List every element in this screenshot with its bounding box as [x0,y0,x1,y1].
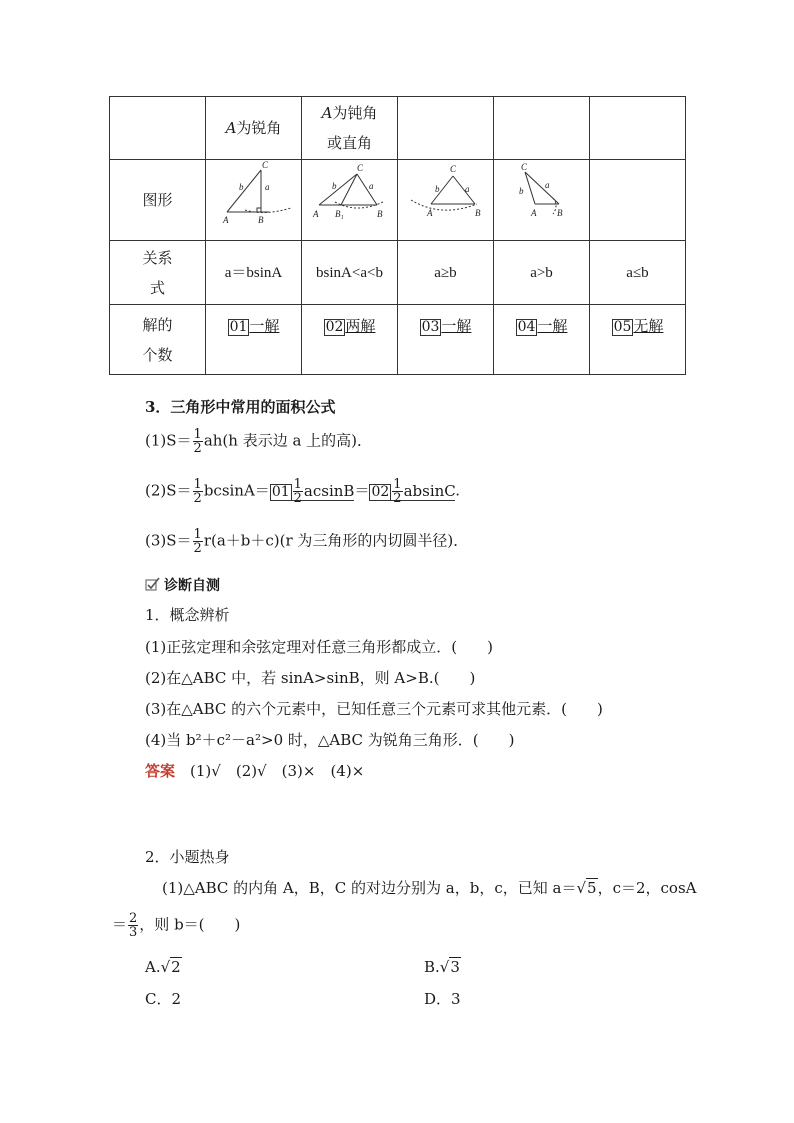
fig4-label-C: C [520,162,527,172]
fig2-label-B: B [376,209,382,219]
q1-item-4: (4)当 b²＋c²－a²>0 时，△ABC 为锐角三角形．( ) [145,731,515,749]
count-cell [398,305,494,375]
header-acute-text: 为锐角 [236,119,282,137]
relation-label-line1: 关系 [142,248,173,267]
triangle-figure-1 [209,160,299,230]
count-row-label [110,305,206,375]
fig2-label-A: A [312,209,318,219]
count-text: 无解 [633,317,664,335]
relation-row-label [110,241,206,305]
count-text: 一解 [537,317,568,335]
triangle-figure-4 [497,160,587,230]
figure-row-label: 图形 [110,160,206,241]
count-number-box: 02 [325,319,344,335]
figure-obtuse-angle [494,160,590,241]
checkbox-check-icon [145,577,160,592]
fig4-label-a: a [544,180,549,190]
f2-prefix: (2)S＝ [145,481,192,500]
fraction-half: $\frac{1}{2}$ [193,427,202,456]
fig2-label-B1: B₁ [334,209,344,219]
count-text: 一解 [441,317,472,335]
q1-item-2: (2)在△ABC 中，若 sinA>sinB，则 A>B.( ) [145,669,476,687]
count-cell [590,305,686,375]
fraction-two-thirds: $\frac{2}{3}$ [129,911,138,940]
f3-prefix: (3)S＝ [145,531,192,550]
header-empty-cell [590,97,686,160]
option-d[interactable]: D．3 [424,990,461,1008]
fig3-label-a: a [464,184,469,194]
option-b-label: B. [424,958,440,976]
header-acute-cell [206,97,302,160]
count-number-box: 03 [421,319,440,335]
option-a[interactable] [145,958,182,976]
f2-end: . [455,481,461,500]
fig1-label-a: a [264,182,269,192]
count-label-line1: 解的 [142,315,173,334]
solution-cases-table [109,96,686,375]
table-header-row [110,97,686,160]
q2-stem-part1: (1)△ABC 的内角 A，B，C 的对边分别为 a，b，c，已知 a＝ [162,879,577,897]
header-obtuse-cell [302,97,398,160]
fig3-label-B: B [474,208,480,218]
header-obtuse-line2: 或直角 [326,134,372,152]
option-a-label: A. [145,958,161,976]
fig2-label-C: C [356,163,363,173]
fig1-label-A: A [222,215,228,225]
area-formula-1 [145,428,372,455]
f1-suffix: ah(h 表示边 a 上的高)． [203,431,373,450]
count-number-box: 01 [229,319,248,335]
figure-obtuse-one [398,160,494,241]
count-number-box: 04 [517,319,536,335]
q1-item-1: (1)正弦定理和余弦定理对任意三角形都成立．( ) [145,638,493,656]
relation-cell: a≥b [398,241,494,305]
fig1-label-C: C [261,160,268,170]
relation-cell: a＝bsinA [206,241,302,305]
f1-prefix: (1)S＝ [145,431,192,450]
diagnosis-heading-text: 诊断自测 [164,578,220,594]
sqrt-5: √5 [576,879,597,897]
fig2-label-a: a [368,181,373,191]
count-text: 两解 [345,317,376,335]
fig4-label-B: B [556,208,562,218]
header-empty-cell [494,97,590,160]
count-number-box: 05 [613,319,632,335]
answer-label: 答案 [145,762,176,780]
relation-label-line2: 式 [149,278,165,297]
q1-answer [145,760,364,781]
fig1-label-b: b [238,182,243,192]
answer-text: (1)√ (2)√ (3)× (4)× [190,762,365,780]
relation-cell: a≤b [590,241,686,305]
f3-suffix: r(a＋b＋c)(r 为三角形的内切圆半径)． [203,531,469,550]
header-empty-cell [110,97,206,160]
fig1-label-B: B [257,215,263,225]
f2-eq: ＝ [354,481,370,500]
relation-cell: a>b [494,241,590,305]
fig4-label-A: A [530,208,536,218]
q2-title: 2．小题热身 [145,848,230,866]
q2-stem-line2 [112,912,240,939]
fig3-label-b: b [434,184,439,194]
area-formula-3 [145,528,468,555]
q2-stem-eq: ＝ [112,915,128,934]
fig3-label-C: C [449,164,456,174]
sqrt-3: √3 [439,958,460,976]
q1-item-3: (3)在△ABC 的六个元素中，已知任意三个元素可求其他元素．( ) [145,700,603,718]
section3-title: 3．三角形中常用的面积公式 [145,398,336,416]
figure-empty-cell [590,160,686,241]
count-cell [206,305,302,375]
fig3-label-A: A [426,208,432,218]
header-obtuse-line1: 为钝角 [332,104,378,122]
relation-cell: bsinA<a<b [302,241,398,305]
q2-stem-line1 [162,877,697,898]
count-cell [302,305,398,375]
blank-answer-1: $\frac{1}{2}$ acsinB [293,477,355,506]
fraction-half: $\frac{1}{2}$ [193,527,202,556]
q1-title: 1．概念辨析 [145,606,230,624]
figure-acute-right [206,160,302,241]
figure-two-solutions [302,160,398,241]
triangle-figure-2 [305,160,395,230]
f2-mid: bcsinA＝ [203,481,270,500]
fig4-label-b: b [518,186,523,196]
count-text: 一解 [249,317,280,335]
header-acute-var: A [225,119,237,137]
header-empty-cell [398,97,494,160]
diagnosis-heading [145,575,220,595]
blank-box-02: 02 [371,483,390,500]
area-formula-2 [145,478,460,505]
table-count-row [110,305,686,375]
triangle-figure-3 [401,160,491,230]
q2-stem-part2: ，c＝2，cosA [597,879,697,897]
option-b[interactable] [424,958,461,976]
fraction-half: $\frac{1}{2}$ [193,477,202,506]
blank-box-01: 01 [271,483,290,500]
header-obtuse-var: A [321,104,333,122]
fig2-label-b: b [331,181,336,191]
table-figure-row [110,160,686,241]
table-relation-row [110,241,686,305]
q2-stem-suffix: ，则 b＝( ) [139,915,241,934]
blank-answer-2: $\frac{1}{2}$ absinC [393,477,456,506]
option-c[interactable]: C．2 [145,990,182,1008]
count-cell [494,305,590,375]
sqrt-2: √2 [160,958,181,976]
count-label-line2: 个数 [142,345,173,364]
